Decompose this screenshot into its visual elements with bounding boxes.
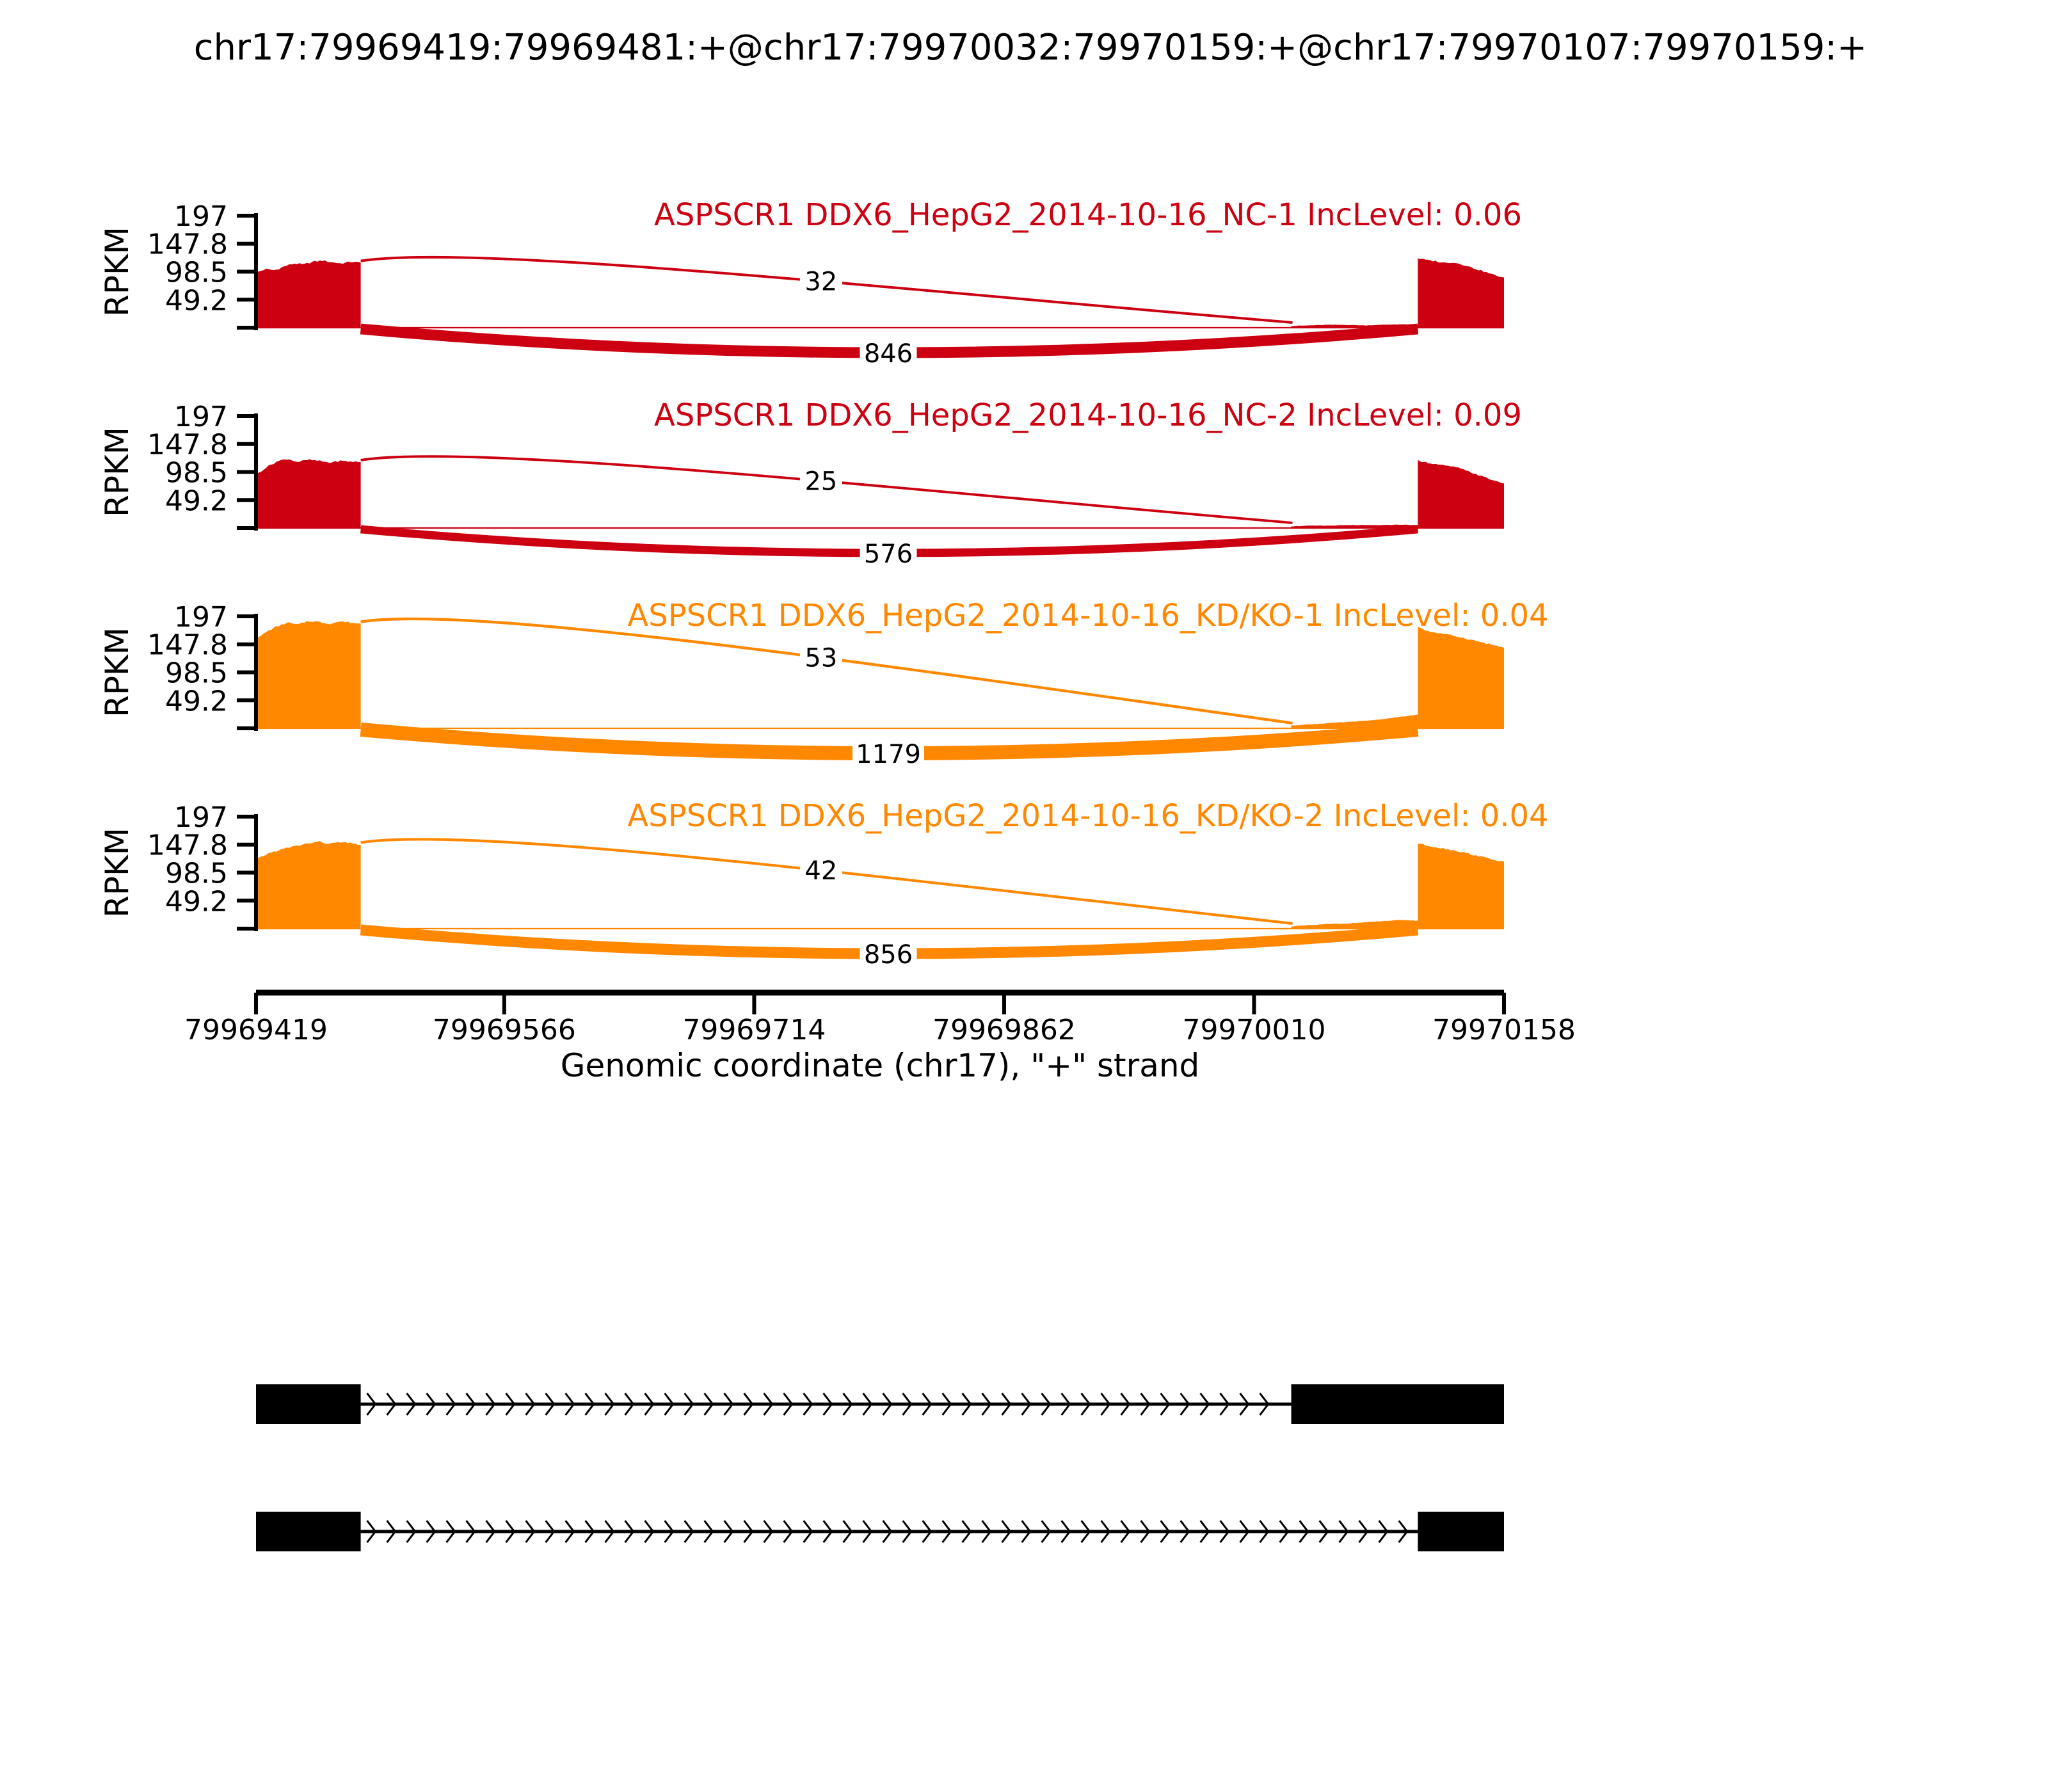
x-tick-label: 79969419	[184, 1014, 328, 1046]
y-tick-label: 197	[174, 200, 228, 233]
inclusion-read-count: 32	[804, 267, 838, 297]
y-tick-label: 147.8	[147, 428, 228, 461]
exon-box	[256, 1384, 361, 1424]
y-tick-label: 49.2	[165, 885, 228, 918]
y-tick-label: 98.5	[165, 256, 228, 289]
y-tick-label: 197	[174, 401, 228, 433]
x-axis-label: Genomic coordinate (chr17), "+" strand	[560, 1047, 1200, 1084]
coverage-left-exon	[256, 841, 361, 929]
y-tick-label: 49.2	[165, 685, 228, 718]
y-tick-label: 147.8	[147, 228, 228, 261]
x-tick-label: 79969714	[682, 1014, 826, 1046]
exon-box	[1418, 1512, 1504, 1551]
skipping-read-count: 1179	[856, 740, 921, 769]
y-tick-label: 98.5	[165, 657, 228, 690]
y-axis-title: RPKM	[99, 627, 136, 717]
inclusion-read-count: 53	[804, 643, 838, 673]
x-tick-label: 79970158	[1432, 1014, 1576, 1046]
x-tick-label: 79969862	[932, 1014, 1076, 1046]
y-tick-label: 98.5	[165, 857, 228, 890]
x-tick-label: 79969566	[432, 1014, 576, 1046]
figure-title: chr17:79969419:79969481:+@chr17:79970032:79970159:+@chr17:79970107:79970159:+	[193, 27, 1868, 68]
track-title: ASPSCR1 DDX6_HepG2_2014-10-16_NC-2 IncLevel: 0.09	[653, 397, 1523, 433]
y-tick-label: 49.2	[165, 484, 228, 518]
y-axis-title: RPKM	[99, 427, 136, 517]
y-tick-label: 197	[174, 801, 228, 834]
y-tick-label: 49.2	[165, 284, 228, 317]
y-tick-label: 98.5	[165, 456, 228, 490]
y-tick-label: 147.8	[147, 829, 228, 862]
skipping-read-count: 576	[863, 540, 913, 569]
x-tick-label: 79970010	[1182, 1014, 1326, 1046]
coverage-left-exon	[256, 459, 361, 528]
coverage-left-exon	[256, 621, 361, 728]
y-tick-label: 147.8	[147, 628, 228, 662]
track-title: ASPSCR1 DDX6_HepG2_2014-10-16_KD/KO-2 IncLevel: 0.04	[627, 798, 1549, 834]
exon-box	[256, 1512, 361, 1551]
y-axis-title: RPKM	[99, 828, 136, 918]
exon-box	[1292, 1384, 1504, 1424]
coverage-left-exon	[256, 260, 361, 328]
y-tick-label: 197	[174, 601, 228, 634]
track-title: ASPSCR1 DDX6_HepG2_2014-10-16_KD/KO-1 IncLevel: 0.04	[627, 598, 1549, 634]
y-axis-title: RPKM	[99, 227, 136, 317]
inclusion-read-count: 42	[804, 856, 838, 886]
skipping-read-count: 846	[863, 339, 913, 369]
inclusion-read-count: 25	[804, 467, 838, 497]
skipping-read-count: 856	[863, 940, 913, 970]
track-title: ASPSCR1 DDX6_HepG2_2014-10-16_NC-1 IncLevel: 0.06	[653, 197, 1523, 233]
